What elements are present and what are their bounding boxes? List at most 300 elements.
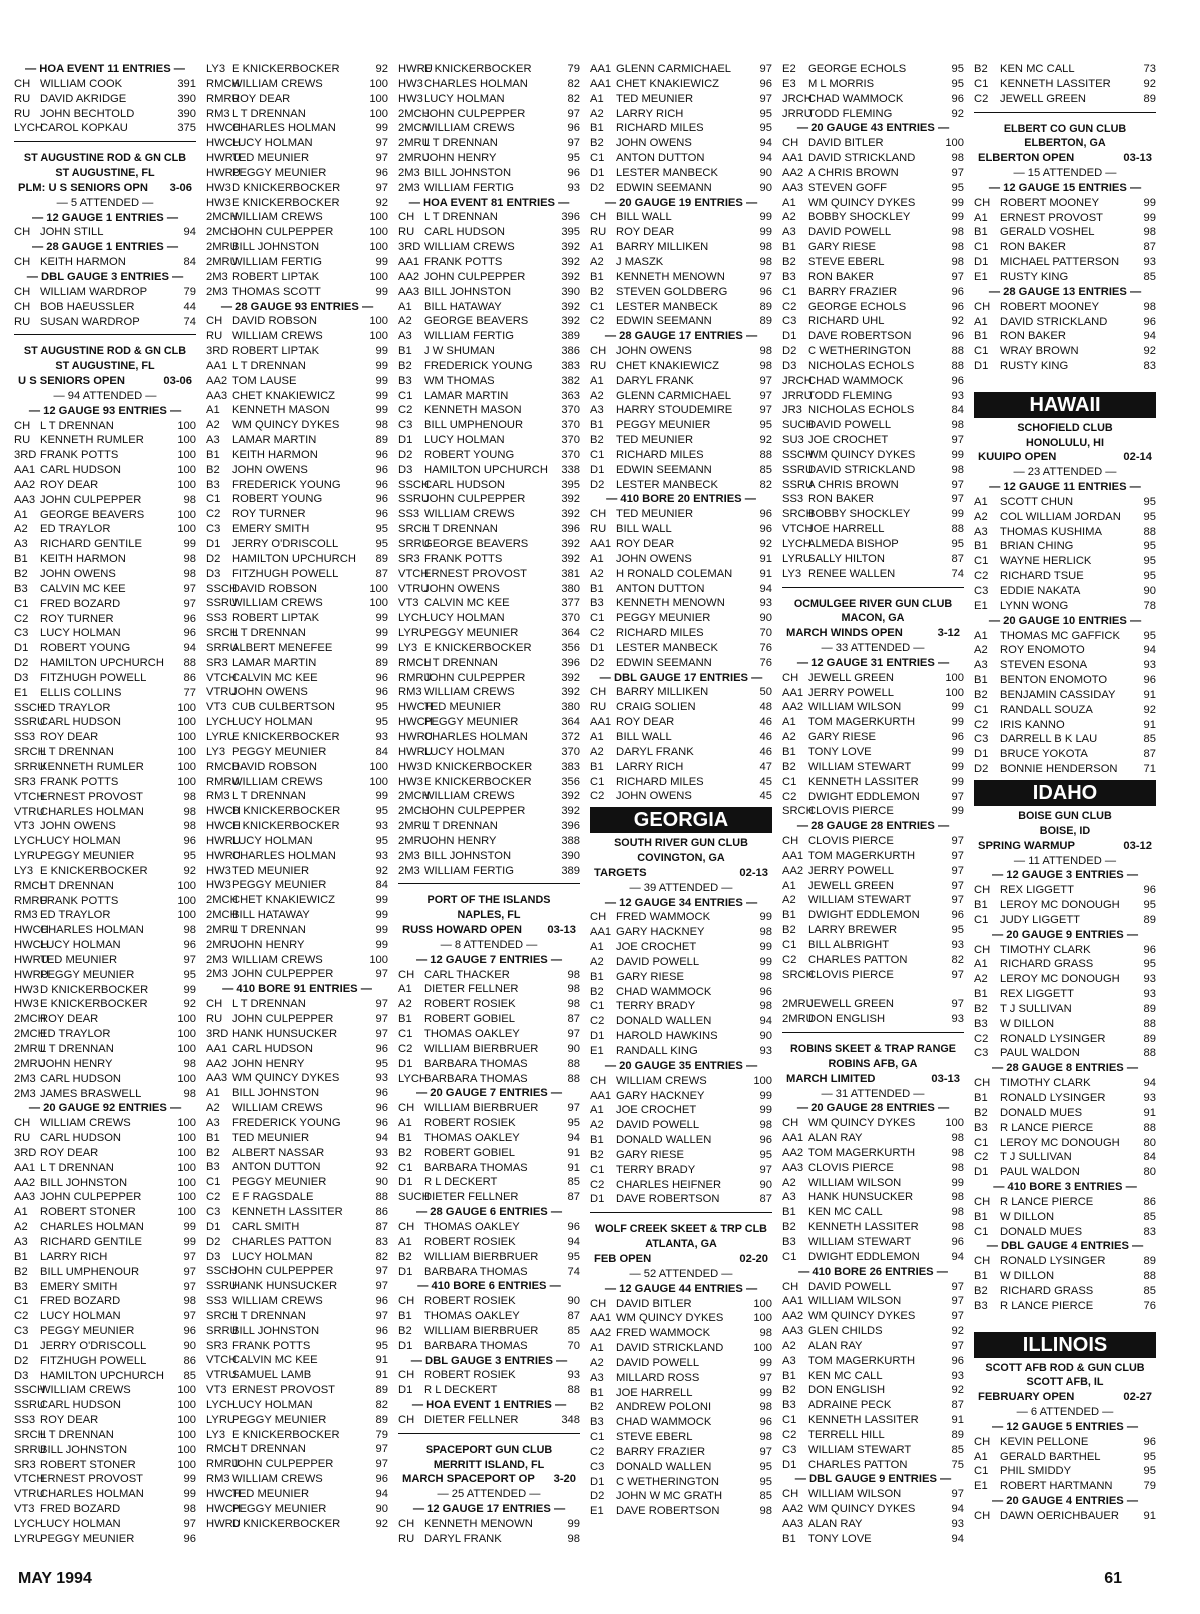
result-row [14,1146,196,1161]
score: 95 [951,181,964,194]
score: 99 [375,404,388,417]
class-code: RMRU [206,92,240,105]
result-row [398,1027,580,1042]
score: 90 [759,1178,772,1191]
result-row [206,522,388,537]
score: 391 [177,77,196,90]
score: 97 [759,63,772,75]
gauge-header: — 410 BORE 20 ENTRIES — [606,493,756,506]
result-row [206,225,388,240]
class-code: C1 [398,1028,413,1040]
result-row [398,62,580,77]
shooter-name: SAMUEL LAMB [232,1369,312,1382]
result-row [782,1280,964,1295]
shooter-name: JOE CROCHET [616,1104,697,1117]
shooter-name: BILL HATAWAY [232,909,310,922]
event-date: 02-14 [1123,451,1152,464]
score: 79 [1143,1480,1156,1493]
result-row [14,790,196,805]
result-row [398,329,580,344]
score: 97 [183,953,196,966]
shooter-name: ALMEDA BISHOP [808,538,899,550]
class-code: CH [14,300,31,313]
event-name: RUSS HOWARD OPEN [402,924,522,937]
shooter-name: MILLARD ROSS [616,1371,700,1384]
shooter-name: JOHN CULPEPPER [424,270,526,283]
result-row [206,285,388,300]
result-row [14,121,196,136]
score: 96 [1143,1435,1156,1448]
shooter-name: L T DRENNAN [40,1043,114,1055]
shooter-name: JOHN HENRY [232,1057,305,1070]
result-row [206,1279,388,1294]
score: 372 [561,730,580,743]
score: 96 [759,985,772,998]
score: 97 [951,1488,964,1501]
class-code: B2 [14,568,28,580]
shooter-name: E KNICKERBOCKER [424,775,532,788]
result-row [14,567,196,582]
class-code: B2 [590,985,604,998]
shooter-name: GEORGE BEAVERS [40,508,145,521]
class-code: RU [590,523,607,536]
shooter-name: WILLIAM FERTIG [424,864,514,877]
class-code: C1 [14,1295,29,1308]
shooter-name: TERRELL HILL [808,1428,885,1441]
class-code: C3 [14,1325,29,1338]
class-code: JRCH [782,374,812,387]
score: 93 [567,181,580,194]
shooter-name: JOHN OWENS [40,568,116,580]
class-code: D2 [398,448,413,461]
class-code: C2 [206,508,221,521]
class-code: B2 [782,255,796,268]
class-code: D1 [590,463,605,476]
shooter-name: ROBERT ROSIEK [424,998,516,1011]
class-code: C2 [590,315,605,328]
shooter-name: ROBERT LIPTAK [232,612,320,625]
shooter-name: KENNETH LASSITER [808,775,919,788]
shooter-name: RON BAKER [1000,330,1066,343]
score: 99 [951,448,964,461]
class-code: B3 [974,1121,988,1134]
class-code: RU [590,701,607,714]
shooter-name: TED MEUNIER [616,434,694,447]
score: 392 [561,493,580,506]
shooter-name: TED MEUNIER [232,1131,310,1144]
class-code: A2 [782,1339,796,1352]
score: 100 [369,775,388,788]
class-code: RU [14,434,31,447]
shooter-name: BILL WALL [616,730,672,743]
club-info: ELBERT CO GUN CLUB [1003,122,1127,135]
result-row [398,864,580,879]
score: 87 [951,552,964,565]
score: 100 [177,464,196,477]
shooter-name: KEITH HARMON [40,553,126,566]
class-code: LYRU [782,552,812,565]
shooter-name: RON BAKER [808,270,874,283]
score: 99 [567,1518,580,1530]
attendance: — 23 ATTENDED — [1013,466,1117,479]
result-row [398,671,580,686]
score: 94 [567,1131,580,1144]
result-row [398,374,580,389]
class-code: SR3 [14,1458,36,1471]
class-code: HWRU [398,745,433,758]
state-banner: HAWAII [974,392,1156,418]
result-row [974,569,1156,584]
shooter-name: E KNICKERBOCKER [424,63,532,75]
result-row [206,849,388,864]
result-row [14,879,196,894]
score: 96 [951,374,964,387]
result-row [398,968,580,983]
shooter-name: RONALD LYSINGER [1000,1092,1106,1104]
shooter-name: TOM MAGERKURTH [808,1354,916,1367]
score: 370 [561,404,580,417]
score: 96 [951,909,964,922]
result-row [590,1475,772,1490]
shooter-name: DARYL FRANK [616,745,694,758]
score: 100 [177,894,196,907]
attendance: — 15 ATTENDED — [1013,167,1117,180]
result-row [398,1146,580,1161]
class-code: SSCH [206,582,238,595]
result-row [974,359,1156,374]
shooter-name: PEGGY MEUNIER [232,745,327,758]
event-name: MARCH LIMITED [786,1072,876,1085]
class-code: 2M3 [14,1072,36,1085]
shooter-name: PEGGY MEUNIER [232,1502,327,1515]
score: 392 [561,805,580,818]
score: 392 [561,508,580,521]
result-row [206,196,388,211]
gauge-header: — HOA EVENT 81 ENTRIES — [408,196,570,209]
result-row [590,940,772,955]
result-row [14,419,196,434]
result-row [14,1309,196,1324]
shooter-name: ROY ENOMOTO [1000,644,1085,657]
score: 99 [375,627,388,640]
result-row [206,700,388,715]
class-code: AA1 [590,63,612,75]
score: 99 [759,1089,772,1102]
score: 90 [759,612,772,625]
result-row [974,1284,1156,1299]
result-row [782,567,964,582]
shooter-name: BOB HAEUSSLER [40,300,135,313]
shooter-name: CLOVIS PIERCE [808,968,894,981]
shooter-name: STEVE EBERL [616,1431,693,1444]
results-column-3 [398,62,580,1547]
class-code: B1 [590,760,604,773]
class-code: D2 [14,1354,29,1367]
class-code: LY3 [398,641,418,654]
result-row [206,804,388,819]
class-code: SSRU [398,493,430,506]
result-row [398,700,580,715]
shooter-name: FREDERICK YOUNG [232,1116,341,1129]
shooter-name: NICHOLAS ECHOLS [808,404,915,417]
result-row [14,1517,196,1532]
score: 99 [375,122,388,135]
result-row [590,300,772,315]
result-row [398,596,580,611]
result-row [782,1369,964,1384]
score: 97 [759,92,772,105]
shooter-name: H RONALD COLEMAN [616,567,733,580]
shooter-name: L T DRENNAN [232,923,306,936]
class-code: B1 [14,1250,28,1263]
class-code: C1 [974,1465,989,1478]
shooter-name: HAMILTON UPCHURCH [40,657,164,670]
gauge-header: — 12 GAUGE 15 ENTRIES — [988,181,1142,194]
score: 85 [567,1176,580,1189]
shooter-name: BILL JOHNSTON [424,285,512,298]
class-code: D2 [590,478,605,491]
class-code: AA3 [206,389,228,402]
score: 87 [375,567,388,580]
class-code: HW3 [206,196,231,209]
shooter-name: CHAD WAMMOCK [808,92,904,105]
class-code: B2 [590,285,604,298]
club-info: ROBINS AFB, GA [828,1057,918,1070]
result-row [206,567,388,582]
class-code: 2MCH [206,211,238,224]
result-row [206,1146,388,1161]
class-code: SRCH [782,508,814,521]
score: 88 [951,523,964,536]
class-code: D3 [206,567,221,580]
class-code: C2 [974,1032,989,1045]
result-row [398,314,580,329]
result-row [398,463,580,478]
shooter-name: DON ENGLISH [808,1013,886,1026]
shooter-name: DWIGHT EDDLEMON [808,790,920,803]
result-row [398,1235,580,1250]
class-code: A1 [974,958,988,971]
shooter-name: DAVID ROBSON [232,582,317,595]
result-row [398,1532,580,1547]
class-code: HW3 [206,879,231,892]
shooter-name: PAUL WALDON [1000,1166,1080,1179]
result-row [782,760,964,775]
class-code: D1 [974,748,989,761]
score: 89 [759,300,772,313]
class-code: A2 [782,1176,796,1189]
shooter-name: WILLIAM WILSON [808,1176,902,1189]
score: 97 [759,1371,772,1384]
score: 84 [375,879,388,892]
score: 97 [759,374,772,387]
class-code: D1 [206,1220,221,1233]
score: 99 [183,1221,196,1234]
score: 95 [1143,958,1156,971]
shooter-name: CHARLES HOLMAN [232,122,336,135]
shooter-name: ROBERT HARTMANN [1000,1480,1113,1493]
class-code: RMCH [206,77,240,90]
result-row [206,775,388,790]
class-code: AA3 [398,285,420,298]
result-row [14,715,196,730]
score: 83 [1143,1225,1156,1238]
class-code: AA1 [590,716,612,729]
shooter-name: RANDALL SOUZA [1000,703,1093,716]
score: 97 [951,849,964,862]
shooter-name: CALVIN MC KEE [232,671,318,684]
shooter-name: ADRAINE PECK [808,1399,892,1412]
score: 98 [375,419,388,432]
result-row [782,1205,964,1220]
score: 100 [753,1297,772,1310]
gauge-header: — 28 GAUGE 13 ENTRIES — [988,285,1142,298]
result-row [206,1057,388,1072]
result-row [590,448,772,463]
score: 100 [945,671,964,684]
class-code: B1 [590,582,604,595]
result-row [398,626,580,641]
class-code: C1 [974,913,989,926]
result-row [14,612,196,627]
score: 88 [1143,525,1156,538]
shooter-name: BOBBY SHOCKLEY [808,508,911,521]
shooter-name: DONALD WALLEN [616,1460,712,1473]
attendance: — 6 ATTENDED — [1016,1406,1114,1419]
class-code: VTRU [398,582,429,595]
shooter-name: L T DRENNAN [232,790,306,803]
score: 96 [759,523,772,536]
page-number: 61 [1104,1570,1122,1587]
club-info: ELBERTON, GA [1024,137,1106,150]
gauge-header: — 28 GAUGE 28 ENTRIES — [796,820,950,833]
class-code: AA1 [590,1089,612,1102]
class-code: C2 [398,1042,413,1055]
score: 95 [951,63,964,75]
score: 99 [183,1473,196,1486]
score: 98 [183,553,196,566]
class-code: B2 [782,924,796,937]
score: 97 [951,1339,964,1352]
score: 93 [375,1146,388,1159]
shooter-name: GERALD VOSHEL [1000,226,1095,239]
result-row [782,997,964,1012]
result-row [974,913,1156,928]
class-code: RU [398,1532,415,1545]
score: 100 [177,523,196,536]
score: 99 [951,196,964,209]
class-code: E1 [590,1505,604,1518]
result-row [590,1014,772,1029]
result-row [398,997,580,1012]
result-row [782,908,964,923]
score: 98 [759,345,772,358]
class-code: VTRU [14,1488,45,1501]
shooter-name: FRED WAMMOCK [616,911,711,924]
class-code: C2 [206,1191,221,1204]
score: 91 [567,1146,580,1159]
result-row [14,1220,196,1235]
result-row [14,1428,196,1443]
result-row [590,552,772,567]
gauge-header: — 20 GAUGE 28 ENTRIES — [796,1102,950,1115]
shooter-name: BONNIE HENDERSON [1000,763,1118,776]
result-row [398,433,580,448]
score: 370 [561,419,580,432]
event-date: 03-13 [931,1072,960,1085]
class-code: A3 [14,1235,28,1248]
score: 356 [561,641,580,654]
result-row [974,374,1156,389]
result-row [14,997,196,1012]
shooter-name: NICHOLAS ECHOLS [808,359,915,372]
class-code: SSRU [206,1280,238,1293]
class-code: HWCH [398,701,433,714]
class-code: A1 [974,629,988,642]
shooter-name: E KNICKERBOCKER [232,196,340,209]
club-info: SCHOFIELD CLUB [1017,421,1113,434]
class-code: A1 [974,1450,988,1463]
result-row [398,181,580,196]
class-code: AA2 [398,270,420,283]
score: 98 [1143,226,1156,239]
result-row [206,685,388,700]
shooter-name: KENNETH MENOWN [616,597,725,610]
score: 92 [375,864,388,877]
gauge-header: — 410 BORE 91 ENTRIES — [222,983,372,996]
result-row [590,463,772,478]
class-code: C2 [782,1428,797,1441]
shooter-name: CLOVIS PIERCE [808,1161,894,1174]
score: 97 [183,597,196,610]
result-row [206,107,388,122]
class-code: VT3 [206,701,227,714]
score: 100 [177,1072,196,1085]
score: 97 [375,1458,388,1471]
event-name: MARCH SPACEPORT OP [402,1473,535,1486]
class-code: A2 [590,389,604,402]
shooter-name: KEITH HARMON [232,448,318,461]
class-code: D1 [974,256,989,269]
class-code: A1 [590,374,604,387]
class-code: C2 [398,404,413,417]
shooter-name [1000,374,1130,389]
result-row [974,510,1156,525]
class-code: C2 [590,790,605,803]
result-row [974,762,1156,777]
shooter-name: FRANK POTTS [424,255,503,268]
result-row [14,300,196,315]
shooter-name: EMERY SMITH [40,1280,118,1293]
result-row [782,285,964,300]
result-row [14,433,196,448]
result-row [590,1326,772,1341]
score: 97 [951,1310,964,1323]
shooter-name: A CHRIS BROWN [808,166,899,179]
result-row [590,1371,772,1386]
shooter-name: R LANCE PIERCE [1000,1121,1094,1134]
class-code: B1 [590,1134,604,1147]
shooter-name: CHARLES HOLMAN [40,805,144,818]
shooter-name: L T DRENNAN [40,879,114,892]
result-row [782,478,964,493]
score: 90 [567,1295,580,1308]
club-info: COVINGTON, GA [637,852,725,865]
result-row [206,1324,388,1339]
shooter-name: WILLIAM STEWART [808,760,912,773]
result-row [590,1163,772,1178]
class-code: B2 [590,434,604,447]
